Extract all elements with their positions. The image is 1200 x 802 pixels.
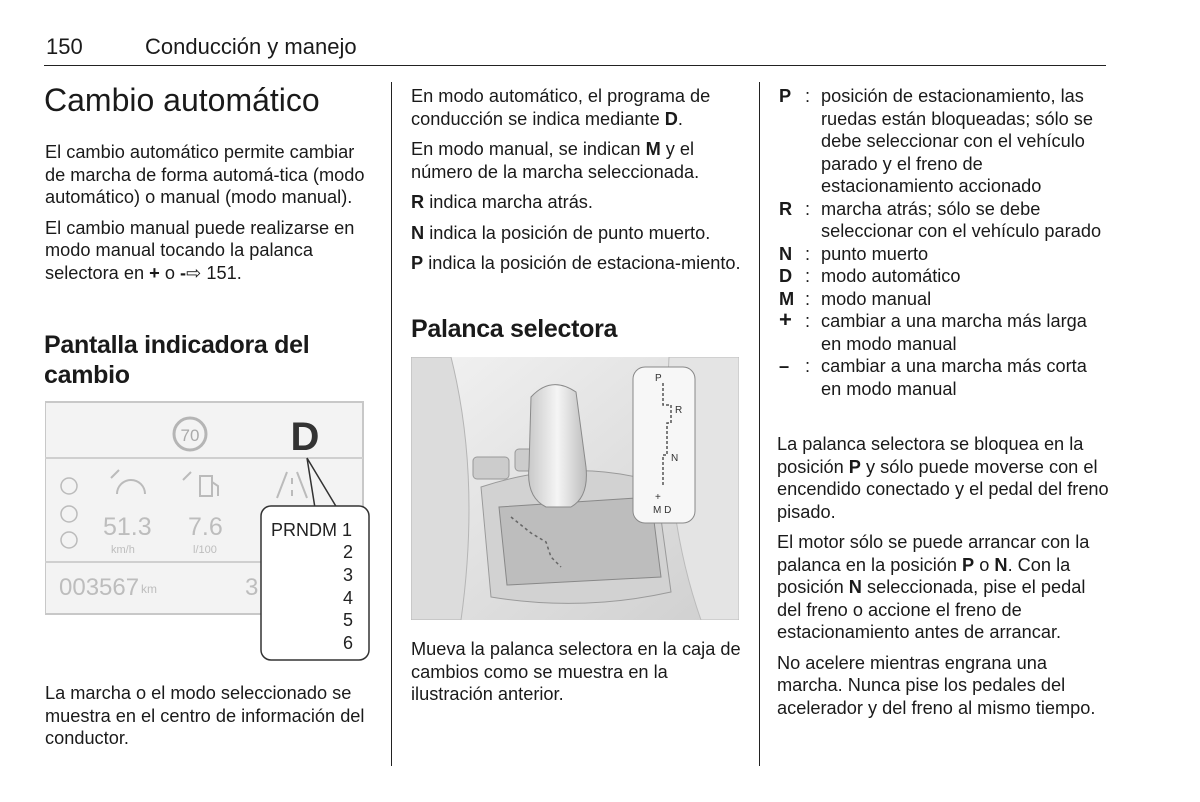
instrument-cluster-illustration bbox=[45, 398, 372, 662]
column-2-text bbox=[411, 85, 743, 283]
display-subheading: Pantalla indicadora del cambio bbox=[44, 331, 310, 389]
column-divider-1 bbox=[391, 82, 392, 766]
column-1-text bbox=[45, 141, 377, 292]
gear-display-figure bbox=[45, 398, 372, 662]
neutral-paragraph: N indica la posición de punto muerto. bbox=[411, 222, 711, 243]
definition-item-p: P : posición de estacionamiento, las ruedas están bloqueadas; sólo se debe seleccionar con el vehículo parado y el freno de estacionamiento accionado bbox=[779, 86, 1093, 196]
trip-value-1: 51.3 bbox=[103, 513, 152, 541]
callout-gear-4: 4 bbox=[343, 588, 354, 608]
trip-partial-value: 3 bbox=[245, 574, 259, 601]
callout-gear-3: 3 bbox=[343, 565, 354, 585]
speed-limit-value: 70 bbox=[180, 426, 200, 445]
column-3-text bbox=[777, 433, 1109, 727]
selector-caption: Mueva la palanca selectora en la caja de cambios como se muestra en la ilustración anterior. bbox=[411, 639, 741, 704]
intro-paragraph: El cambio automático permite cambiar de marcha de forma automá-tica (modo automático) o manual (modo manual). bbox=[45, 142, 365, 207]
reference-arrow-icon: ⇨ bbox=[186, 262, 202, 283]
selector-lever-figure bbox=[411, 357, 739, 620]
definition-item-d: D : modo automático bbox=[779, 266, 961, 286]
park-paragraph: P indica la posición de estaciona-miento. bbox=[411, 253, 741, 273]
gate-label-p: P bbox=[655, 373, 662, 384]
callout-gear-5: 5 bbox=[343, 610, 354, 630]
gear-indicator: D bbox=[290, 415, 320, 459]
section-title: Conducción y manejo bbox=[145, 34, 357, 59]
definition-item-minus: – : cambiar a una marcha más corta en modo manual bbox=[779, 356, 1087, 399]
gate-label-r: R bbox=[675, 405, 683, 416]
definition-item-r: R : marcha atrás; sólo se debe seleccionar con el vehículo parado bbox=[779, 198, 1102, 241]
position-definition-list bbox=[779, 85, 1109, 400]
callout-gear-2: 2 bbox=[343, 542, 354, 562]
gate-label-md: M D bbox=[653, 505, 672, 516]
auto-mode-paragraph: En modo automático, el programa de conducción se indica mediante D. bbox=[411, 86, 711, 129]
manual-indicator-paragraph: En modo manual, se indican M y el número de la marcha seleccionada. bbox=[411, 139, 700, 182]
callout-gear-6: 6 bbox=[343, 633, 354, 653]
trip-unit-2: l/100 bbox=[193, 544, 217, 556]
display-caption: La marcha o el modo seleccionado se muestra en el centro de información del conductor. bbox=[45, 683, 365, 748]
manual-mode-paragraph: El cambio manual puede realizarse en modo manual tocando la palanca selectora en + o -⇨ 151. bbox=[45, 217, 355, 283]
definition-item-n: N : punto muerto bbox=[779, 243, 929, 264]
definition-item-plus: + : cambiar a una marcha más larga en modo manual bbox=[779, 307, 1087, 354]
header-rule bbox=[44, 65, 1106, 66]
selector-subheading: Palanca selectora bbox=[411, 315, 618, 343]
trip-unit-1: km/h bbox=[111, 544, 135, 556]
warning-paragraph: No acelere mientras engrana una marcha. Nunca pise los pedales del acelerador y del freno al mismo tiempo. bbox=[777, 652, 1096, 718]
start-paragraph: El motor sólo se puede arrancar con la palanca en la posición P o N. Con la posición N seleccionada, pise el pedal del freno o accione el freno de estacionamiento antes de arrancar. bbox=[777, 532, 1090, 642]
page-heading: Cambio automático bbox=[44, 82, 320, 118]
column-divider-2 bbox=[759, 82, 760, 766]
trip-value-2: 7.6 bbox=[188, 513, 223, 541]
gear-lever-illustration bbox=[411, 357, 739, 620]
callout-gear-list: PRNDM 1 bbox=[271, 520, 353, 540]
definition-item-m: M : modo manual bbox=[779, 288, 932, 309]
odometer-unit: km bbox=[141, 582, 157, 596]
odometer-value: 003567 bbox=[59, 574, 140, 601]
gate-label-plus: + bbox=[655, 492, 661, 503]
gate-label-n: N bbox=[671, 453, 679, 464]
reverse-paragraph: R indica marcha atrás. bbox=[411, 192, 593, 212]
lock-paragraph: La palanca selectora se bloquea en la posición P y sólo puede moverse con el encendido conectado y el pedal del freno pisado. bbox=[777, 434, 1109, 522]
page-number: 150 bbox=[46, 34, 83, 59]
